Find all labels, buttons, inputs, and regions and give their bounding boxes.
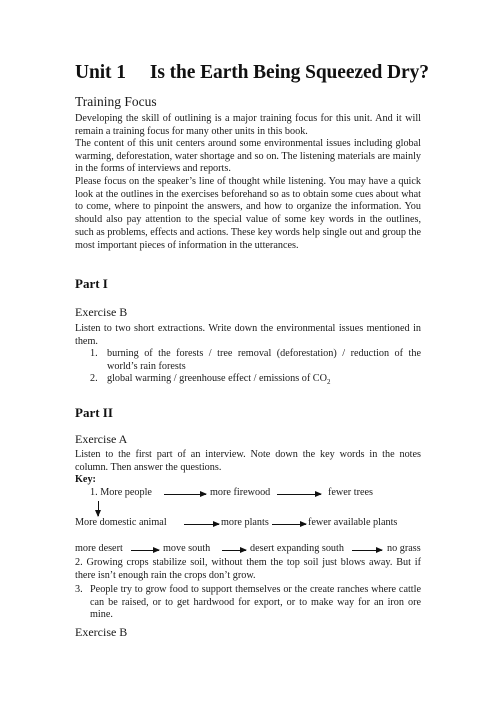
flow-node-fewer-trees: fewer trees [328,487,373,498]
flow-arrow [184,524,219,525]
flow-node-no-grass: no grass [387,543,421,554]
part-1-answer-list [75,348,421,389]
training-focus-paragraph-1: Developing the skill of outlining is a major training focus for this unit. And it will remain a training focus for many other units in this book. [75,113,421,137]
training-focus-heading: Training Focus [75,94,157,109]
training-focus-paragraph-3: Please focus on the speaker’s line of thought while listening. You may have a quick look at the outlines in the exercises beforehand so as to obtain some cues about what to come, where to pinpoint the answers, and how to organize the information. You should also pay attention to the special value of some key words in the outlines, such as problems, effects and actions. These key words help single out and group the most important pieces of information in the utterances. [75,176,421,251]
part-1-exercise-b-heading: Exercise B [75,305,128,319]
list-item: 2. global warming / greenhouse effect / emissions of $CO_2$ [90,373,331,387]
flow-arrow [352,550,382,551]
list-item: 3. People try to grow food to support themselves or the create ranches where cattle can be raised, or to get hardwood for export, or to make way for an iron ore mine. [75,584,421,621]
part-2-heading: Part II [75,405,113,420]
flow-arrow [131,550,159,551]
flow-arrow [164,494,206,495]
part-2-exercise-a-heading: Exercise A [75,432,128,446]
flow-node-desert-expanding-south: desert expanding south [250,543,344,554]
part-2-instruction: Listen to the first part of an interview. Note down the key words in the notes column. Then answer the questions. [75,449,421,473]
part-1-heading: Part I [75,276,108,291]
answer-3-list [75,584,421,622]
flow-node-move-south: move south [163,543,211,554]
part-1-instruction: Listen to two short extractions. Write down the environmental issues mentioned in them. [75,323,421,347]
flow-down-arrow [98,501,99,516]
flow-arrow [222,550,246,551]
unit-number: Unit 1 [75,62,126,83]
flow-node-more-plants: more plants [221,517,269,528]
part-2-exercise-b-heading: Exercise B [75,625,128,639]
flow-node-more-desert: more desert [75,543,123,554]
flow-node-more-people: 1. More people [90,487,152,498]
flow-node-more-firewood: more firewood [210,487,271,498]
unit-title-text: Is the Earth Being Squeezed Dry? [149,62,429,83]
unit-title [75,62,429,84]
key-label: Key: [75,474,96,485]
list-item: 1. burning of the forests / tree removal (deforestation) / reduction of the world’s rain forests [90,348,421,372]
flow-arrow [277,494,321,495]
training-focus-paragraph-2: The content of this unit centers around some environmental issues including global warming, deforestation, water shortage and so on. The listening materials are mainly in the forms of interviews and reports. [75,138,421,175]
flow-node-more-domestic-animal: More domestic animal [75,517,167,528]
answer-2: 2. Growing crops stabilize soil, without them the top soil just blows away. But if there isn’t enough rain the crops don’t grow. [75,557,421,581]
flow-arrow [272,524,306,525]
flow-node-fewer-available-plants: fewer available plants [308,517,398,528]
